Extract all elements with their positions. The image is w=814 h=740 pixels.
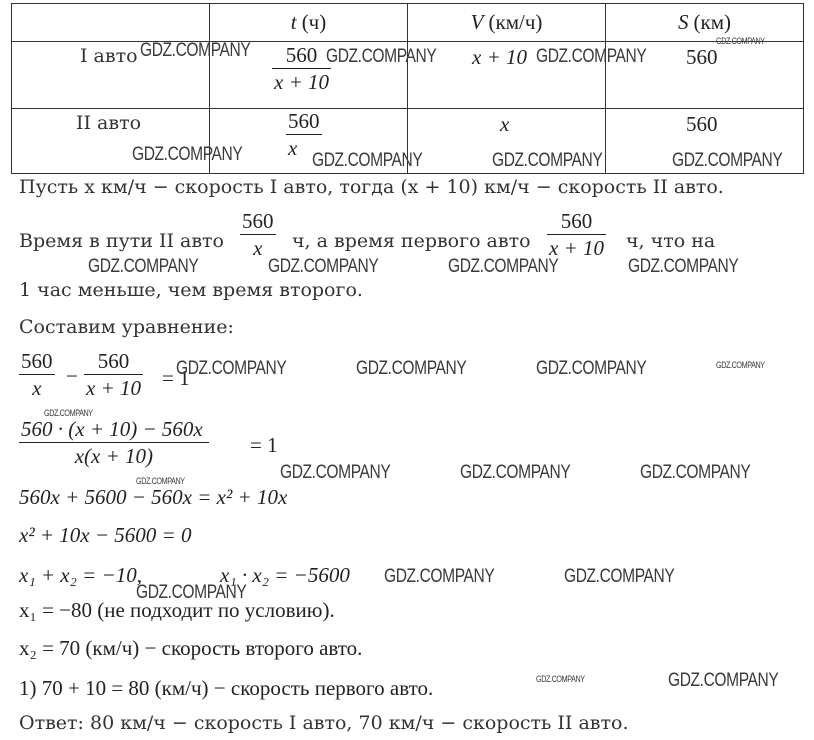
header-t-unit: (ч) [301, 10, 327, 34]
eq1-b-denominator: x + 10 [86, 376, 141, 400]
row2-label: II авто [76, 112, 142, 134]
time-second-denominator: x [253, 236, 263, 260]
watermark: GDZ.COMPANY [536, 358, 647, 379]
watermark: GDZ.COMPANY [88, 256, 199, 277]
eq1-fraction-b [84, 348, 143, 401]
watermark: GDZ.COMPANY [564, 566, 675, 587]
watermark: GDZ.COMPANY [140, 40, 251, 61]
row1-time-fraction [272, 42, 331, 95]
watermark: GDZ.COMPANY [44, 408, 93, 418]
data-table [11, 3, 804, 174]
time-line-part3: ч, что на [626, 230, 716, 252]
watermark: GDZ.COMPANY [628, 256, 739, 277]
root-two: x₂ = 70 (км/ч) − скорость второго авто. [19, 636, 363, 660]
root-one: x₁ = −80 (не подходит по условию). [19, 598, 335, 622]
time-first-fraction [547, 208, 606, 261]
time-second-fraction [240, 208, 276, 261]
eq2-denominator: x(x + 10) [74, 444, 154, 468]
watermark: GDZ.COMPANY [136, 476, 185, 486]
watermark: GDZ.COMPANY [492, 150, 603, 171]
header-empty-cell [12, 4, 210, 42]
watermark: GDZ.COMPANY [384, 566, 495, 587]
watermark: GDZ.COMPANY [640, 462, 751, 483]
eq2-fraction [19, 416, 209, 469]
intro-line: Пусть x км/ч − скорость I авто, тогда (x + 10) км/ч − скорость II авто. [19, 176, 724, 198]
row1-speed: x + 10 [472, 45, 527, 69]
watermark: GDZ.COMPANY [536, 674, 585, 684]
eq1-fraction-a [19, 348, 55, 401]
watermark: GDZ.COMPANY [268, 256, 379, 277]
row1-distance: 560 [686, 45, 718, 69]
header-v [408, 4, 606, 42]
answer-line: Ответ: 80 км/ч − скорость I авто, 70 км/ч − скорость II авто. [19, 712, 629, 734]
eq4: x² + 10x − 5600 = 0 [19, 523, 192, 547]
row2-time-numerator: 560 [288, 109, 320, 133]
watermark: GDZ.COMPANY [326, 46, 437, 67]
eq1-minus: − [66, 364, 78, 388]
vieta-sum: x₁ + x₂ = −10, [19, 563, 143, 587]
watermark: GDZ.COMPANY [668, 670, 779, 691]
eq1-a-denominator: x [32, 376, 42, 400]
watermark: GDZ.COMPANY [176, 358, 287, 379]
header-t-symbol: t [290, 10, 297, 34]
eq3: 560x + 5600 − 560x = x² + 10x [19, 485, 288, 509]
time-first-denominator: x + 10 [549, 236, 604, 260]
header-s [606, 4, 804, 42]
watermark: GDZ.COMPANY [132, 144, 243, 165]
vieta-product: x₁ · x₂ = −5600 [220, 563, 350, 587]
row1-time-denominator: x + 10 [274, 70, 329, 94]
row2-time-denominator: x [288, 136, 298, 160]
eq1-a-numerator: 560 [21, 349, 53, 373]
row2-distance: 560 [686, 112, 718, 136]
header-v-symbol: V [470, 10, 484, 34]
row1-label: I авто [80, 45, 138, 67]
watermark: GDZ.COMPANY [356, 358, 467, 379]
watermark: GDZ.COMPANY [536, 46, 647, 67]
time-second-numerator: 560 [242, 209, 274, 233]
header-v-unit: (км/ч) [488, 10, 543, 34]
time-first-numerator: 560 [547, 208, 606, 235]
step-one: 1) 70 + 10 = 80 (км/ч) − скорость первого авто. [19, 676, 434, 700]
header-s-symbol: S [677, 10, 689, 34]
time-line-part1: Время в пути II авто [19, 230, 224, 252]
watermark: GDZ.COMPANY [672, 150, 783, 171]
header-s-unit: (км) [693, 10, 732, 34]
watermark: GDZ.COMPANY [460, 462, 571, 483]
eq2-rhs: = 1 [250, 433, 278, 457]
eq1-b-numerator: 560 [84, 348, 143, 375]
difference-line: 1 час меньше, чем время второго. [19, 279, 363, 301]
eq2-numerator: 560 · (x + 10) − 560x [19, 416, 209, 443]
watermark: GDZ.COMPANY [136, 582, 247, 603]
eq1-rhs: = 1 [162, 366, 190, 390]
watermark: GDZ.COMPANY [280, 462, 391, 483]
row1-time-numerator: 560 [272, 42, 331, 69]
row2-speed: x [500, 112, 510, 136]
header-t [210, 4, 408, 42]
watermark: GDZ.COMPANY [716, 360, 765, 370]
watermark: GDZ.COMPANY [716, 36, 765, 46]
watermark: GDZ.COMPANY [312, 150, 423, 171]
watermark: GDZ.COMPANY [448, 256, 559, 277]
equation-heading: Составим уравнение: [19, 316, 234, 338]
time-line-part2: ч, а время первого авто [292, 230, 531, 252]
